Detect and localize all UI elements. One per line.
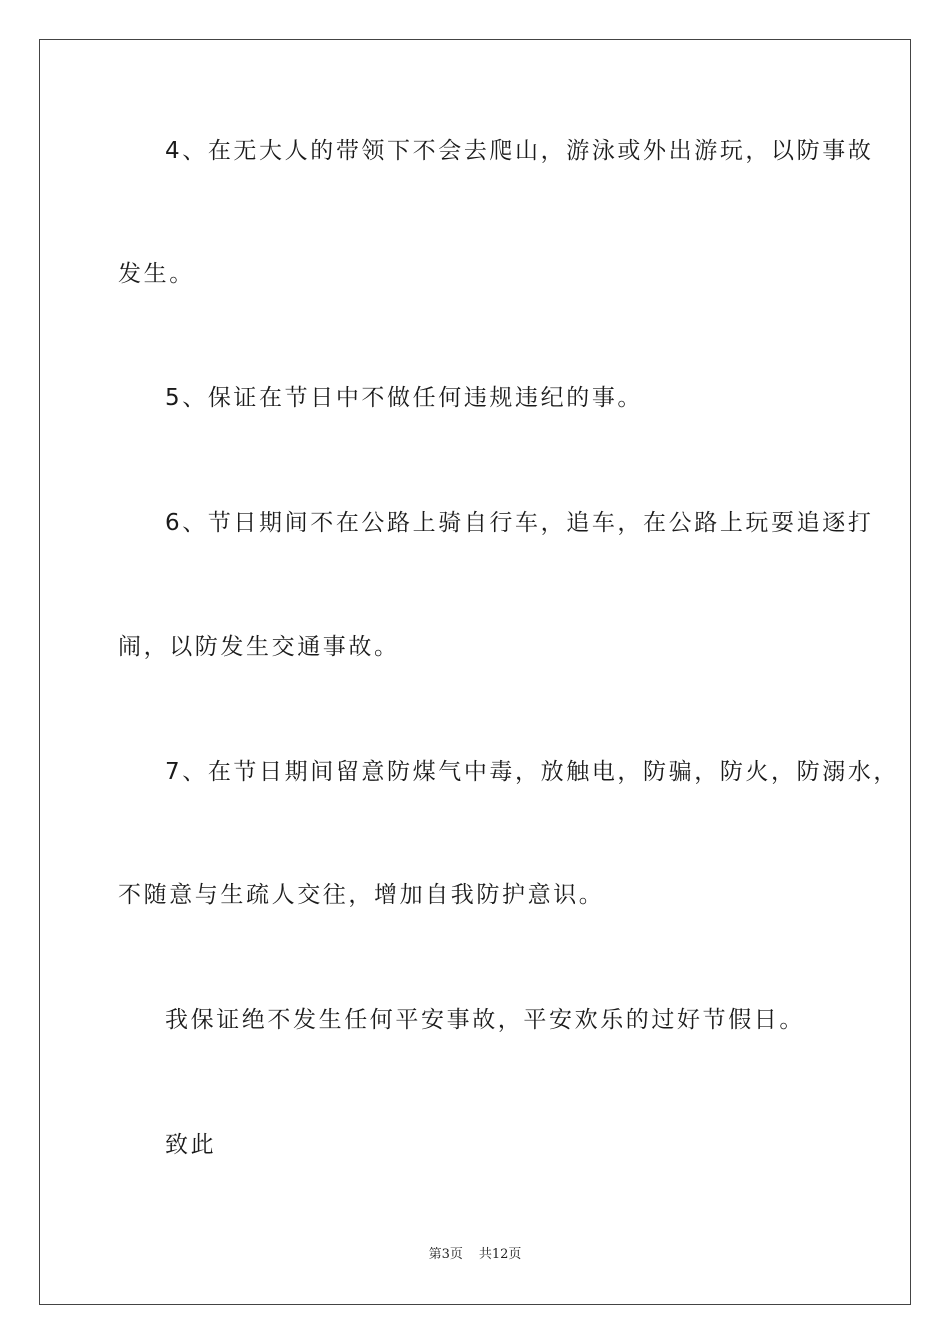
paragraph-line: 5、保证在节日中不做任何违规违纪的事。 (165, 385, 644, 411)
paragraph-line: 7、在节日期间留意防煤气中毒，放触电，防骗，防火，防溺水， (165, 759, 900, 785)
page-footer (0, 1246, 950, 1264)
page-total: 共12页 (478, 1247, 522, 1262)
paragraph-line: 不随意与生疏人交往，增加自我防护意识。 (118, 882, 605, 908)
paragraph-line: 我保证绝不发生任何平安事故，平安欢乐的过好节假日。 (165, 1007, 805, 1033)
page-number: 第3页 (428, 1247, 463, 1262)
paragraph-line: 6、节日期间不在公路上骑自行车，追车，在公路上玩耍追逐打 (165, 510, 874, 536)
closing-line: 致此 (165, 1132, 217, 1158)
paragraph-line: 4、在无大人的带领下不会去爬山，游泳或外出游玩，以防事故 (165, 138, 874, 164)
page-border (39, 39, 911, 1305)
paragraph-line: 闹，以防发生交通事故。 (118, 634, 400, 660)
paragraph-line: 发生。 (118, 261, 195, 287)
